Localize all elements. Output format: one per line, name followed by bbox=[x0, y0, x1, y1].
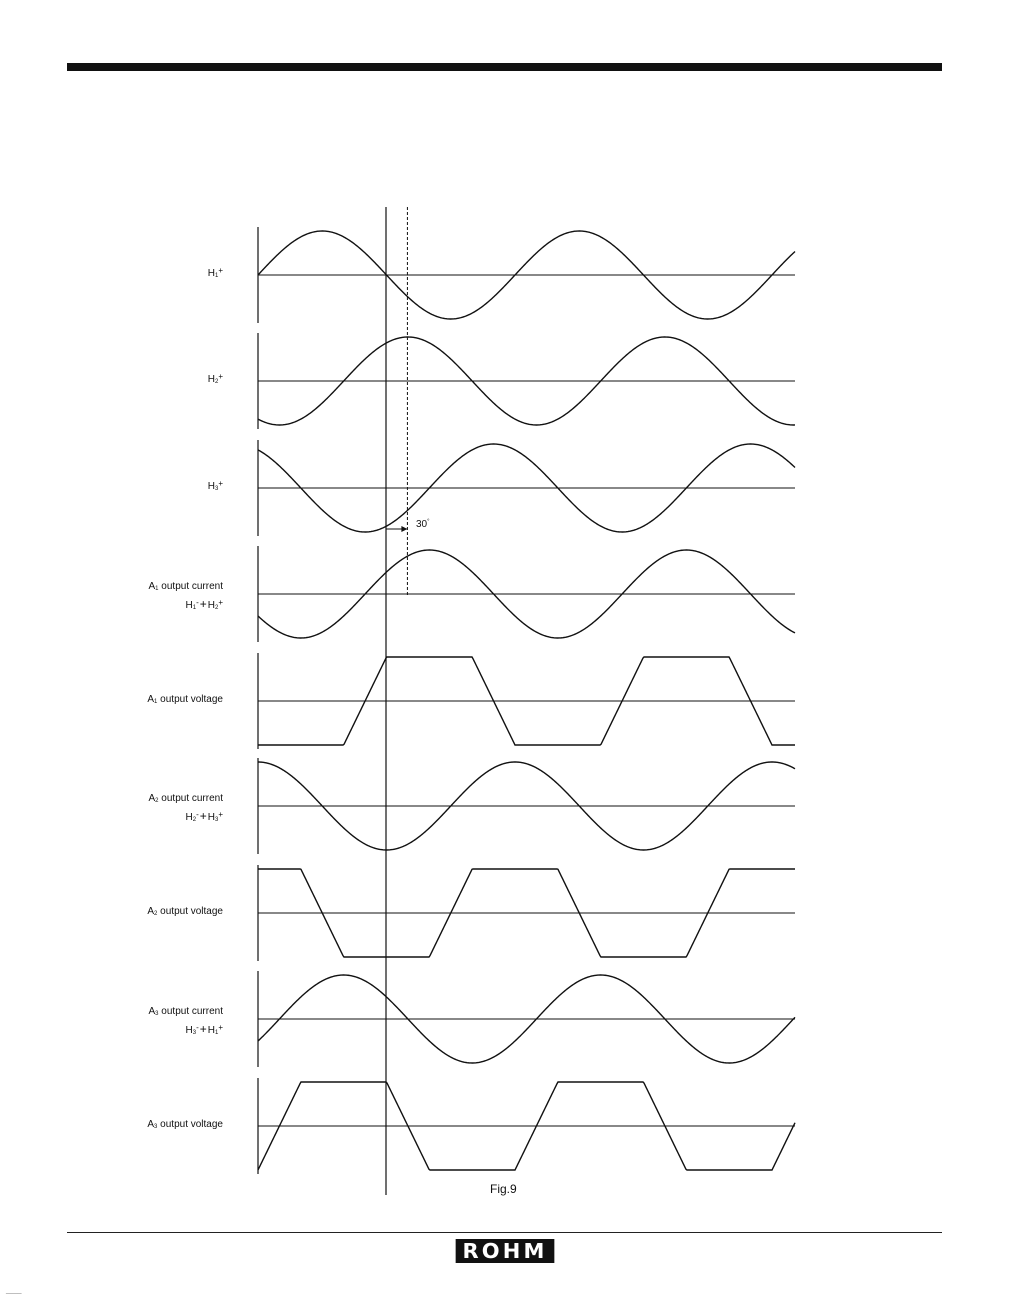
h2-label bbox=[208, 370, 223, 389]
signal-name: $A_1$ output voltage bbox=[147, 694, 223, 705]
signal-term: $H_3^-$ bbox=[185, 1023, 199, 1036]
signal-name: $A_1$ output current bbox=[148, 581, 223, 592]
figure-caption: Fig.9 bbox=[490, 1182, 517, 1196]
a1-current-label-line-1 bbox=[149, 596, 224, 615]
sum-operator: + bbox=[199, 597, 207, 611]
a1-voltage-label-line-0 bbox=[147, 693, 223, 709]
signal-name: $H_1^+$ bbox=[207, 266, 223, 279]
a3-current-label bbox=[149, 1005, 224, 1040]
h3-label-line-0 bbox=[208, 477, 223, 496]
footer-rule bbox=[67, 1232, 942, 1233]
footer-mark: ____ bbox=[6, 1287, 22, 1294]
a1-current-label bbox=[149, 580, 224, 615]
a2-voltage-label-line-0 bbox=[147, 905, 223, 921]
signal-term: $H_1^+$ bbox=[207, 1023, 223, 1036]
rohm-logo: ROHM bbox=[456, 1239, 555, 1263]
a2-current-label-line-0 bbox=[149, 792, 224, 808]
signal-name: $A_3$ output voltage bbox=[147, 1119, 223, 1130]
phase-shift-arrowhead bbox=[401, 526, 407, 532]
phase-shift-label: 30° bbox=[416, 519, 430, 530]
signal-name: $A_3$ output current bbox=[148, 1006, 223, 1017]
a1-voltage-label bbox=[147, 693, 223, 709]
a3-voltage-label-line-0 bbox=[147, 1118, 223, 1134]
a2-voltage-label bbox=[147, 905, 223, 921]
signal-term: $H_1^-$ bbox=[185, 598, 199, 611]
sum-operator: + bbox=[199, 1022, 207, 1036]
signal-name: $A_2$ output voltage bbox=[147, 906, 223, 917]
a1-current-label-line-0 bbox=[149, 580, 224, 596]
a2-current-label bbox=[149, 792, 224, 827]
signal-term: $H_2^+$ bbox=[207, 598, 223, 611]
signal-term: $H_2^-$ bbox=[185, 810, 199, 823]
h2-label-line-0 bbox=[208, 370, 223, 389]
h1-label bbox=[208, 264, 223, 283]
signal-name: $H_3^+$ bbox=[207, 479, 223, 492]
a2-current-label-line-1 bbox=[149, 808, 224, 827]
a3-current-label-line-0 bbox=[149, 1005, 224, 1021]
h3-label bbox=[208, 477, 223, 496]
signal-name: $H_2^+$ bbox=[207, 372, 223, 385]
a3-current-label-line-1 bbox=[149, 1021, 224, 1040]
h1-label-line-0 bbox=[208, 264, 223, 283]
a3-voltage-label bbox=[147, 1118, 223, 1134]
signal-name: $A_2$ output current bbox=[148, 793, 223, 804]
sum-operator: + bbox=[199, 809, 207, 823]
signal-term: $H_3^+$ bbox=[207, 810, 223, 823]
